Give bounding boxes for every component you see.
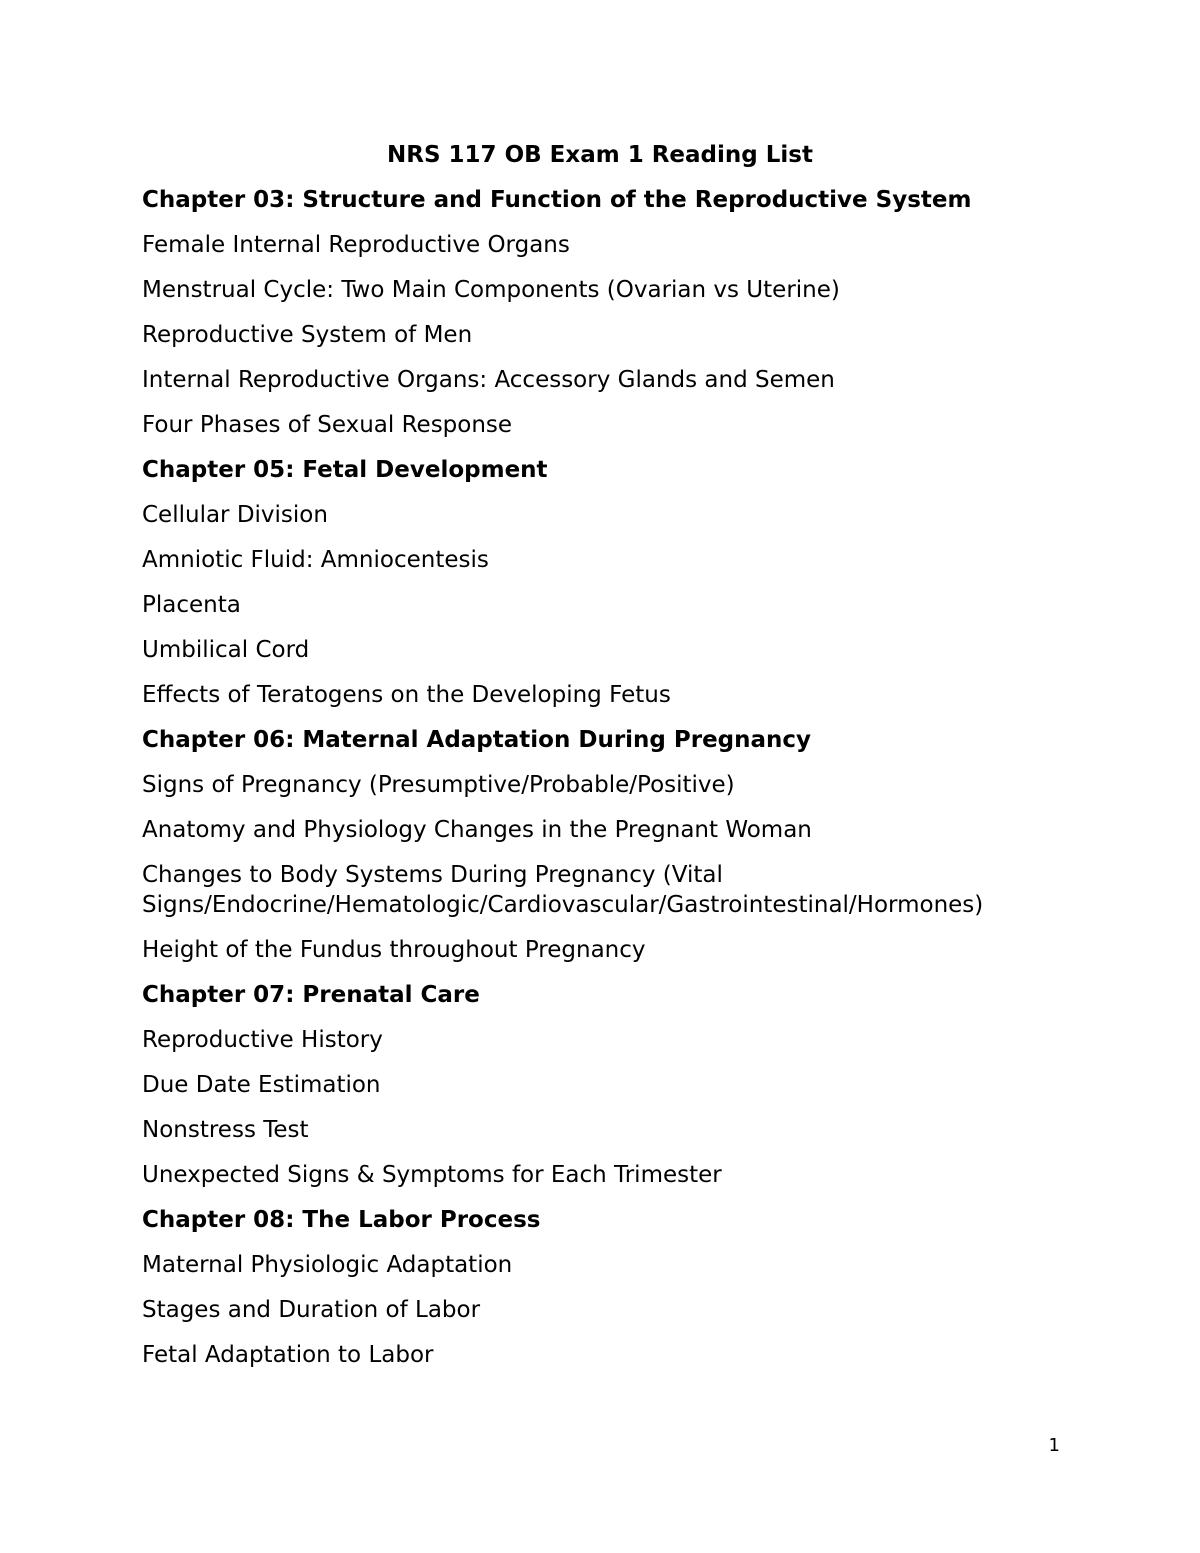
list-item: Anatomy and Physiology Changes in the Pregnant Woman: [142, 817, 812, 843]
chapter-heading: Chapter 03: Structure and Function of the Reproductive System: [142, 187, 972, 213]
list-item: Placenta: [142, 592, 241, 618]
reading-list: [142, 185, 1142, 1385]
list-item: Stages and Duration of Labor: [142, 1297, 481, 1323]
list-item: Four Phases of Sexual Response: [142, 412, 513, 438]
list-item: Menstrual Cycle: Two Main Components (Ovarian vs Uterine): [142, 277, 840, 303]
page-number: 1: [1048, 1435, 1060, 1456]
list-item: Internal Reproductive Organs: Accessory Glands and Semen: [142, 367, 835, 393]
list-item-line: Changes to Body Systems During Pregnancy (Vital: [142, 862, 723, 888]
list-item: Effects of Teratogens on the Developing Fetus: [142, 682, 671, 708]
chapter-heading: Chapter 07: Prenatal Care: [142, 982, 480, 1008]
document-title: NRS 117 OB Exam 1 Reading List: [387, 142, 813, 168]
chapter-heading: Chapter 08: The Labor Process: [142, 1207, 541, 1233]
list-item: Fetal Adaptation to Labor: [142, 1342, 434, 1368]
list-item: Reproductive System of Men: [142, 322, 473, 348]
list-item: Due Date Estimation: [142, 1072, 381, 1098]
list-item: Unexpected Signs & Symptoms for Each Trimester: [142, 1162, 722, 1188]
list-item-line: Signs/Endocrine/Hematologic/Cardiovascular/Gastrointestinal/Hormones): [142, 892, 984, 918]
list-item: Nonstress Test: [142, 1117, 309, 1143]
list-item: Cellular Division: [142, 502, 328, 528]
list-item: Signs of Pregnancy (Presumptive/Probable/Positive): [142, 772, 735, 798]
list-item: Reproductive History: [142, 1027, 383, 1053]
list-item: [142, 860, 1142, 920]
list-item: Amniotic Fluid: Amniocentesis: [142, 547, 489, 573]
list-item: Height of the Fundus throughout Pregnancy: [142, 937, 646, 963]
list-item: Umbilical Cord: [142, 637, 310, 663]
list-item: Female Internal Reproductive Organs: [142, 232, 570, 258]
chapter-heading: Chapter 06: Maternal Adaptation During Pregnancy: [142, 727, 812, 753]
chapter-heading: Chapter 05: Fetal Development: [142, 457, 548, 483]
list-item: Maternal Physiologic Adaptation: [142, 1252, 513, 1278]
